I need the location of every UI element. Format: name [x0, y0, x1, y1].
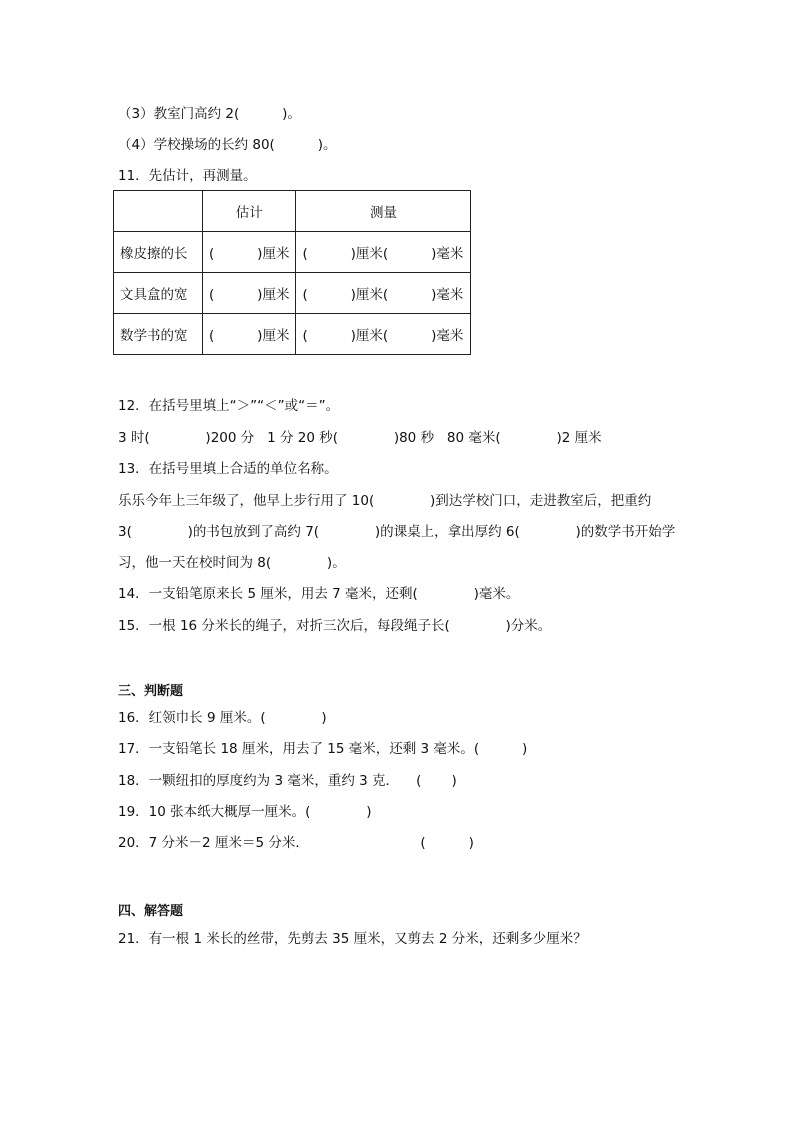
question-14: 14．一支铅笔原来长 5 厘米，用去 7 毫米，还剩( )毫米。	[118, 586, 520, 602]
table-header-measure: 测量	[296, 191, 471, 232]
table-cell-item: 数学书的宽	[114, 314, 203, 355]
table-cell-measure: ( )厘米( )毫米	[296, 273, 471, 314]
table-cell-item: 橡皮擦的长	[114, 232, 203, 273]
table-cell-measure: ( )厘米( )毫米	[296, 232, 471, 273]
question-13-line-3: 习，他一天在校时间为 8( )。	[118, 555, 346, 571]
table-header-estimate: 估计	[203, 191, 296, 232]
table-cell-estimate: ( )厘米	[203, 314, 296, 355]
estimate-measure-table	[113, 190, 471, 355]
section-answer-heading: 四、解答题	[118, 904, 184, 919]
table-header-row	[114, 191, 471, 232]
table-row	[114, 232, 471, 273]
table-row	[114, 314, 471, 355]
question-11-title: 11．先估计，再测量。	[118, 168, 257, 184]
question-10-4: （4）学校操场的长约 80( )。	[118, 137, 337, 153]
question-13-line-2: 3( )的书包放到了高约 7( )的课桌上，拿出厚约 6( )的数学书开始学	[118, 524, 676, 540]
table-cell-measure: ( )厘米( )毫米	[296, 314, 471, 355]
question-12-items: 3 时( )200 分 1 分 20 秒( )80 秒 80 毫米( )2 厘米	[118, 430, 602, 446]
table-cell-estimate: ( )厘米	[203, 273, 296, 314]
table-header-blank	[114, 191, 203, 232]
question-19: 19．10 张本纸大概厚一厘米。( )	[118, 804, 372, 820]
question-17: 17．一支铅笔长 18 厘米，用去了 15 毫米，还剩 3 毫米。( )	[118, 741, 528, 757]
table-cell-item: 文具盒的宽	[114, 273, 203, 314]
question-21: 21．有一根 1 米长的丝带，先剪去 35 厘米，又剪去 2 分米，还剩多少厘米？	[118, 931, 587, 947]
question-12-title: 12．在括号里填上“＞”“＜”或“＝”。	[118, 398, 340, 414]
table-row	[114, 273, 471, 314]
question-13-line-1: 乐乐今年上三年级了，他早上步行用了 10( )到达学校门口，走进教室后，把重约	[118, 493, 652, 509]
question-10-3: （3）教室门高约 2( )。	[118, 106, 301, 122]
question-15: 15．一根 16 分米长的绳子，对折三次后，每段绳子长( )分米。	[118, 618, 552, 634]
question-13-title: 13．在括号里填上合适的单位名称。	[118, 461, 338, 477]
section-judgment-heading: 三、判断题	[118, 684, 184, 699]
question-20: 20．7 分米－2 厘米＝5 分米． ( )	[118, 835, 474, 851]
table-cell-estimate: ( )厘米	[203, 232, 296, 273]
question-18: 18．一颗纽扣的厚度约为 3 毫米，重约 3 克． ( )	[118, 773, 457, 789]
question-16: 16．红领巾长 9 厘米。( )	[118, 710, 327, 726]
